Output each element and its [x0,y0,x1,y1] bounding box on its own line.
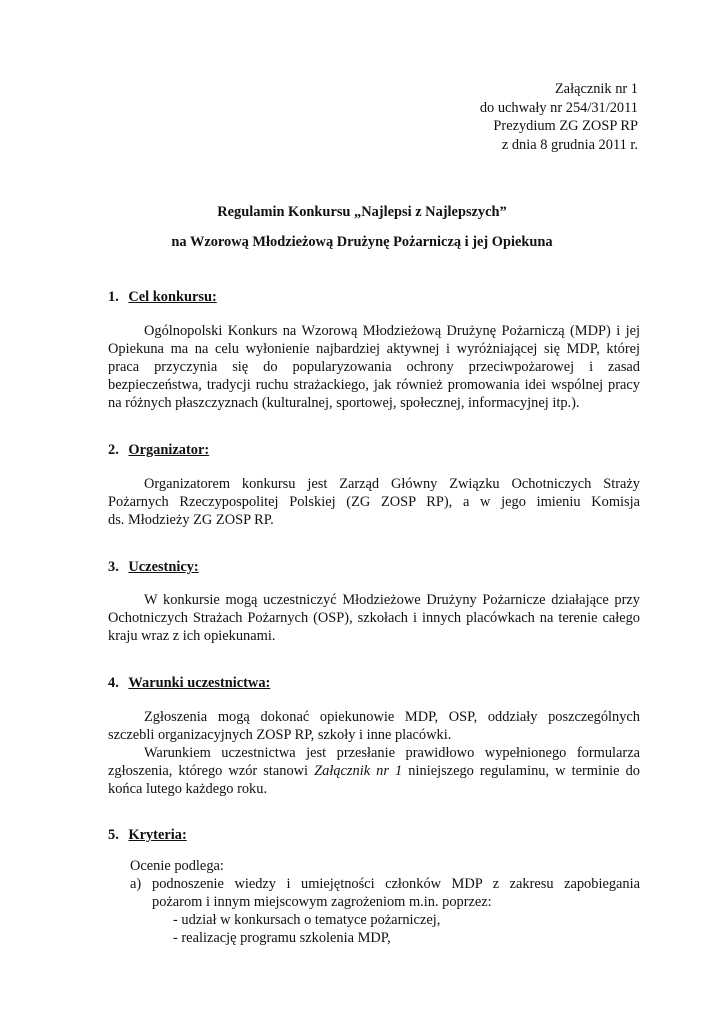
section-1-line: bezpieczeństwa, tradycji ruchu strażackiego, jak również promowania idei wspólnej pracy [108,377,640,393]
section-title: Kryteria: [128,827,187,843]
resolution-number: do uchwały nr 254/31/2011 [479,100,638,116]
section-number: 4. [108,675,119,691]
section-number: 5. [108,827,119,843]
section-title: Uczestnicy: [128,559,199,575]
annex-label: Załącznik nr 1 [554,81,638,97]
section-1-line: na różnych płaszczyznach (kulturalnej, sportowej, społecznej, informacyjnej itp.). [108,395,580,411]
text-segment: zgłoszenia, którego wzór stanowi [108,763,315,779]
section-4-line-with-annex [108,762,640,780]
section-title: Warunki uczestnictwa: [128,675,271,691]
document-subtitle: na Wzorową Młodzieżową Drużynę Pożarniczą i jej Opiekuna [171,234,553,250]
section-3-line: Ochotniczych Strażach Pożarnych (OSP), szkołach i innych placówkach na terenie całego [108,610,640,626]
section-4-heading [108,674,270,692]
resolution-date: z dnia 8 grudnia 2011 r. [501,137,638,153]
section-2-line: Pożarnych Rzeczypospolitej Polskiej (ZG ZOSP RP), a w jego imieniu Komisja [108,494,640,510]
section-3-line: kraju wraz z ich opiekunami. [108,628,276,644]
criteria-item-line: podnoszenie wiedzy i umiejętności członków MDP z zakresu zapobiegania [152,876,640,892]
section-title: Organizator: [128,442,210,458]
text-segment: niniejszego regulaminu, w terminie do [402,763,641,779]
section-number: 3. [108,559,119,575]
section-3-line: W konkursie mogą uczestniczyć Młodzieżowe Drużyny Pożarnicze działające przy [144,592,640,608]
criteria-subitem: - udział w konkursach o tematyce pożarniczej, [173,912,441,928]
section-1-line: Opiekuna ma na celu wyłonienie najbardziej aktywnej i wyróżniającej się MDP, której [108,341,640,357]
list-item-label: a) [130,876,142,892]
section-number: 2. [108,442,119,458]
section-4-line: końca lutego każdego roku. [108,781,268,797]
annex-reference: Załącznik nr 1 [314,763,403,779]
document-title: Regulamin Konkursu „Najlepsi z Najlepszych” [217,204,507,220]
section-4-line: szczebli organizacyjnych ZOSP RP, szkoły i inne placówki. [108,727,452,743]
section-1-line: praca przyczynia się do popularyzowania ochrony przeciwpożarowej i zasad [108,359,640,375]
criteria-intro: Ocenie podlega: [130,858,224,874]
section-number: 1. [108,289,119,305]
section-4-line: Warunkiem uczestnictwa jest przesłanie prawidłowo wypełnionego formularza [144,745,640,761]
section-4-line: Zgłoszenia mogą dokonać opiekunowie MDP, OSP, oddziały poszczególnych [144,709,640,725]
section-1-line: Ogólnopolski Konkurs na Wzorową Młodzieżową Drużynę Pożarniczą (MDP) i jej [144,323,640,339]
section-title: Cel konkursu: [128,289,217,305]
presidium-name: Prezydium ZG ZOSP RP [493,118,638,134]
section-1-heading [108,288,217,306]
section-2-heading [108,441,209,459]
criteria-subitem: - realizację programu szkolenia MDP, [173,930,391,946]
section-3-heading [108,558,199,576]
section-5-heading [108,826,187,844]
section-2-line: ds. Młodzieży ZG ZOSP RP. [108,512,274,528]
section-2-line: Organizatorem konkursu jest Zarząd Główny Związku Ochotniczych Straży [144,476,640,492]
criteria-item-line: pożarom i innym miejscowym zagrożeniom m.in. poprzez: [152,894,492,910]
